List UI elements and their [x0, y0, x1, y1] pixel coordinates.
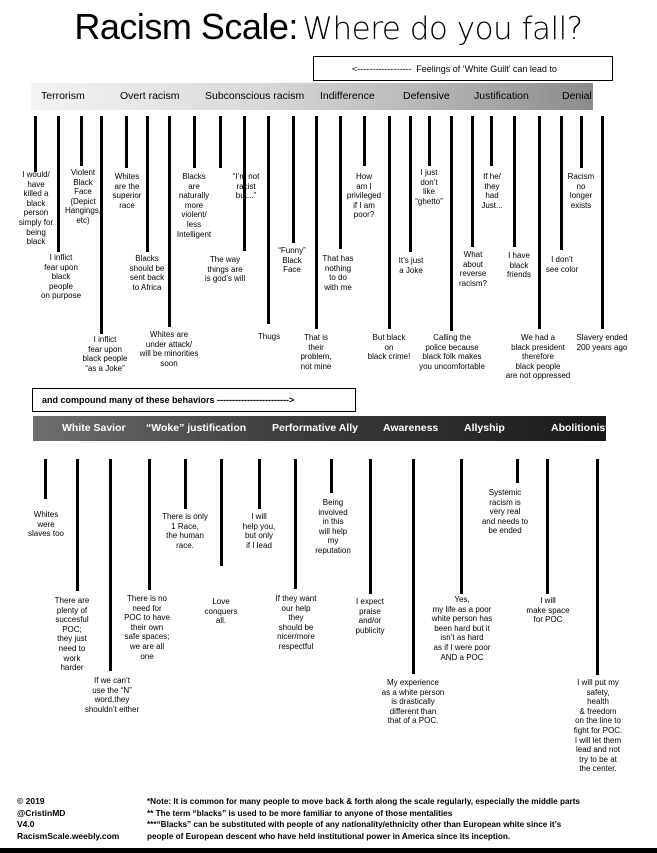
scale1-note: The way things are is god’s will — [204, 255, 246, 284]
scale2-note: I will make space for POC — [526, 596, 570, 625]
scale1-bar — [193, 116, 196, 168]
footer-site: RacismScale.weebly.com — [17, 830, 120, 841]
scale1-label-justification: Justification — [474, 90, 529, 102]
scale1-band — [31, 83, 593, 110]
scale1-label-indifference: Indifference — [320, 90, 375, 102]
scale1-note: I just don’t like “ghetto” — [415, 168, 443, 206]
scale2-bar — [369, 459, 372, 594]
scale1-note: That is their problem, not mine — [300, 333, 332, 371]
scale1-note: That has nothing to do with me — [322, 254, 354, 292]
scale1-bar — [450, 116, 453, 331]
scale1-bar — [315, 116, 318, 329]
footer-note-1: *Note: It is common for many people to move back & forth along the scale regularly, especially the middle parts — [147, 797, 580, 806]
scale1-bar — [490, 116, 493, 166]
scale1-bar — [363, 116, 366, 166]
scale2-label-performative: Performative Ally — [272, 422, 358, 434]
scale1-bar — [601, 116, 604, 329]
scale1-bar — [471, 116, 474, 247]
bottom-rule — [0, 848, 657, 853]
footer-author: @CristinMD — [17, 807, 66, 818]
scale1-label-overt: Overt racism — [120, 90, 180, 102]
footer-note-3: ***“Blacks” can be substituted with people of any nationality/ethnicity other than European white since it’s — [147, 820, 562, 829]
scale2-bar — [109, 459, 112, 671]
scale1-note: Slavery ended 200 years ago — [576, 333, 628, 352]
scale2-note: Being involved in this will help my reputation — [315, 498, 351, 555]
scale1-bar — [34, 116, 37, 172]
compound-box — [32, 388, 356, 412]
scale2-bar — [460, 459, 463, 594]
scale1-bar — [513, 116, 516, 247]
scale2-bar — [184, 459, 187, 509]
scale1-label-defensive: Defensive — [403, 90, 450, 102]
scale2-note: Yes, my life as a poor white person has been hard but it isn’t as hard as if I were poor AND a POC — [431, 595, 493, 662]
scale2-bar — [516, 459, 519, 483]
scale1-note: I don’t see color — [545, 255, 579, 274]
white-guilt-text: <------------------ Feelings of ‘White Guilt’ can lead to — [352, 63, 557, 74]
scale1-note: How am I privileged if I am poor? — [346, 172, 382, 220]
scale1-note: What about reverse racism? — [458, 250, 487, 288]
scale1-bar — [168, 116, 171, 327]
scale1-note: “Funny” Black Face — [278, 246, 306, 275]
footer-notes — [147, 796, 580, 842]
scale1-note: We had a black president therefore black people are not oppressed — [505, 333, 571, 381]
scale2-band — [33, 416, 609, 441]
scale1-note: Racism no longer exists — [567, 172, 595, 210]
scale2-label-awareness: Awareness — [383, 422, 439, 434]
page-title — [0, 6, 657, 48]
scale2-bar — [258, 459, 261, 509]
footer-copyright: © 2019 — [17, 796, 45, 806]
scale1-bar — [580, 116, 583, 168]
scale1-bar — [292, 116, 295, 243]
scale1-note: Whites are the superior race — [112, 172, 142, 210]
scale1-note: I have black friends — [506, 251, 531, 280]
scale2-note: I expect praise and/or publicity — [355, 597, 385, 635]
footer-version: V4.0 — [17, 819, 35, 829]
scale2-note: I will put my safety, health & freedom on the line to fight for POC. I will let them lead and not try to be at the center. — [573, 678, 623, 774]
title-sub: Where do you fall? — [302, 11, 583, 47]
scale2-note: If they want our help they should be nicer/more respectful — [275, 594, 317, 651]
scale1-note: Blacks are naturally more violent/ less Intelligent — [176, 172, 212, 239]
scale1-label-terrorism: Terrorism — [41, 90, 85, 102]
scale1-note: Calling the police because black folk makes you uncomfortable — [419, 333, 485, 371]
scale2-bar — [44, 459, 47, 499]
scale1-bar — [560, 116, 563, 250]
scale2-note: There are plenty of succesful POC; they just need to work harder — [54, 596, 90, 673]
scale1-bar — [125, 116, 128, 168]
scale2-bar — [412, 459, 415, 674]
scale2-label-allyship: Allyship — [464, 422, 505, 434]
footer-note-2: ** The term “blacks” is used to be more familiar to anyone of those mentalities — [147, 808, 453, 818]
scale2-bar — [596, 459, 599, 675]
scale1-bar — [219, 116, 222, 168]
scale1-note: If he/ they had Just... — [481, 172, 503, 210]
compound-text: and compound many of these behaviors ------------------------> — [42, 395, 295, 405]
scale2-bar — [148, 459, 151, 590]
scale1-note: I inflict fear upon black people on purpose — [40, 253, 82, 301]
scale1-note: It’s just a Joke — [398, 256, 424, 275]
scale1-label-subconscious: Subconscious racism — [205, 90, 305, 102]
scale1-note: Violent Black Face (Depict Hangings, etc) — [64, 168, 102, 225]
scale1-note: Thugs — [257, 332, 281, 341]
scale2-bar — [220, 459, 223, 566]
scale2-note: Whites were slaves too — [27, 510, 65, 539]
footer-note-4: people of European descent who have held institutional power in America since its inception. — [147, 831, 511, 841]
scale1-note: “I’m not racist but...” — [232, 172, 260, 201]
scale1-label-denial: Denial — [562, 90, 592, 102]
scale2-note: Love conquers all. — [204, 597, 238, 626]
scale2-note: Systemic racism is very real and needs to be ended — [481, 488, 529, 536]
scale1-note: I would/ have killed a black person simply for being black — [18, 170, 54, 247]
scale1-bar — [80, 116, 83, 166]
scale2-label-white-savior: White Savior — [62, 422, 126, 434]
scale1-note: But black on black crime! — [367, 333, 411, 362]
title-main: Racism Scale: — [74, 6, 298, 47]
scale2-note: I will help you, but only if I lead — [242, 512, 276, 550]
scale2-bar — [546, 459, 549, 594]
scale1-bar — [388, 116, 391, 329]
scale2-note: There is only 1 Race, the human race. — [162, 512, 208, 550]
scale2-note: My experience as a white person is drastically different than that of a POC. — [381, 678, 445, 726]
scale1-bar — [428, 116, 431, 166]
scale2-note: If we can’t use the “N” word,they shouldn’t either — [84, 676, 140, 714]
scale1-note: I inflict fear upon black people “as a Joke” — [82, 335, 128, 373]
scale2-bar — [330, 459, 333, 493]
white-guilt-box — [313, 56, 613, 81]
scale1-bar — [267, 116, 270, 324]
scale2-bar — [76, 459, 79, 591]
scale2-label-woke: “Woke” justification — [146, 422, 247, 434]
scale2-note: There is no need for POC to have their own safe spaces; we are all one — [124, 594, 170, 661]
scale1-note: Blacks should be sent back to Africa — [129, 254, 165, 292]
scale1-bar — [538, 116, 541, 329]
footer-credits — [17, 796, 119, 842]
scale1-note: Whites are under attack/ will be minorities soon — [139, 330, 199, 368]
scale2-label-abolitionist: Abolitionist — [551, 422, 609, 434]
scale2-bar — [294, 459, 297, 589]
